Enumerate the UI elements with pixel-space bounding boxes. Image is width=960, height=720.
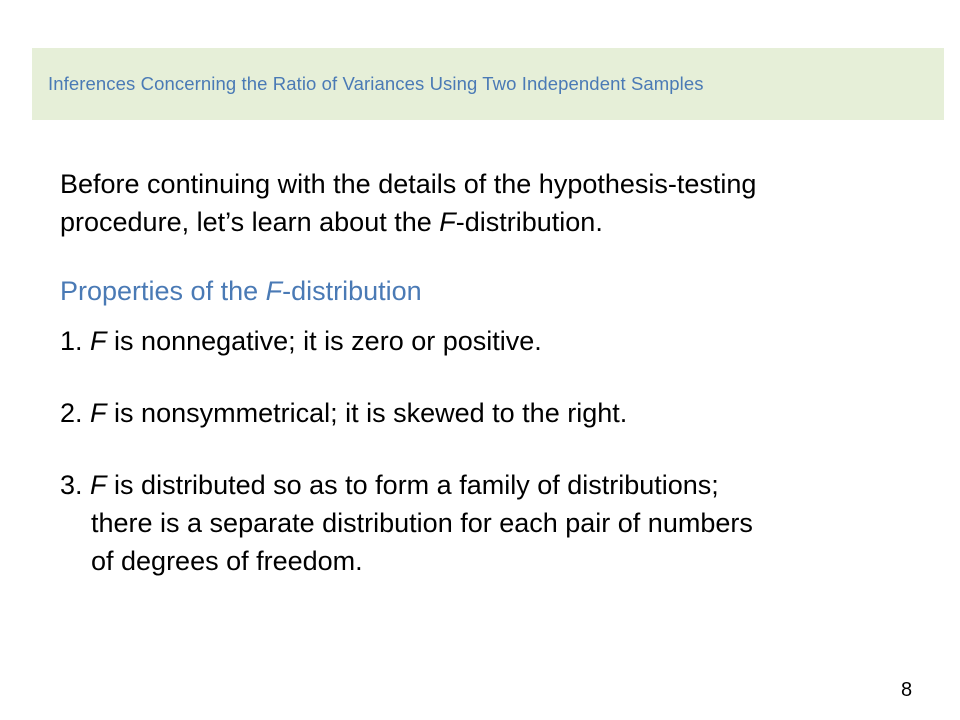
intro-line-1: Before continuing with the details of the hypothesis-testing (60, 169, 757, 199)
property-f-italic: F (90, 470, 107, 500)
intro-f-italic: F (439, 207, 456, 237)
properties-heading (60, 272, 422, 310)
intro-paragraph (60, 165, 756, 241)
property-item-2 (60, 394, 627, 432)
property-item-1 (60, 322, 542, 360)
slide-number: 8 (901, 679, 913, 701)
property-number: 3. (60, 470, 83, 500)
property-number: 2. (60, 398, 83, 428)
property-text: is nonnegative; it is zero or positive. (106, 326, 542, 356)
intro-line-2-post: -distribution. (455, 207, 603, 237)
property-text: is nonsymmetrical; it is skewed to the right. (106, 398, 628, 428)
property-text-continued: there is a separate distribution for each pair of numbers (91, 508, 753, 538)
properties-heading-post: -distribution (282, 276, 422, 306)
properties-heading-pre: Properties of the (60, 276, 266, 306)
property-f-italic: F (90, 326, 107, 356)
property-text-continued: of degrees of freedom. (91, 546, 363, 576)
property-f-italic: F (90, 398, 107, 428)
property-item-3 (60, 466, 753, 580)
intro-line-2-pre: procedure, let’s learn about the (60, 207, 440, 237)
property-number: 1. (60, 326, 83, 356)
properties-heading-f-italic: F (265, 276, 283, 306)
slide-title: Inferences Concerning the Ratio of Variances Using Two Independent Samples (48, 73, 704, 94)
property-text: is distributed so as to form a family of distributions; (106, 470, 719, 500)
